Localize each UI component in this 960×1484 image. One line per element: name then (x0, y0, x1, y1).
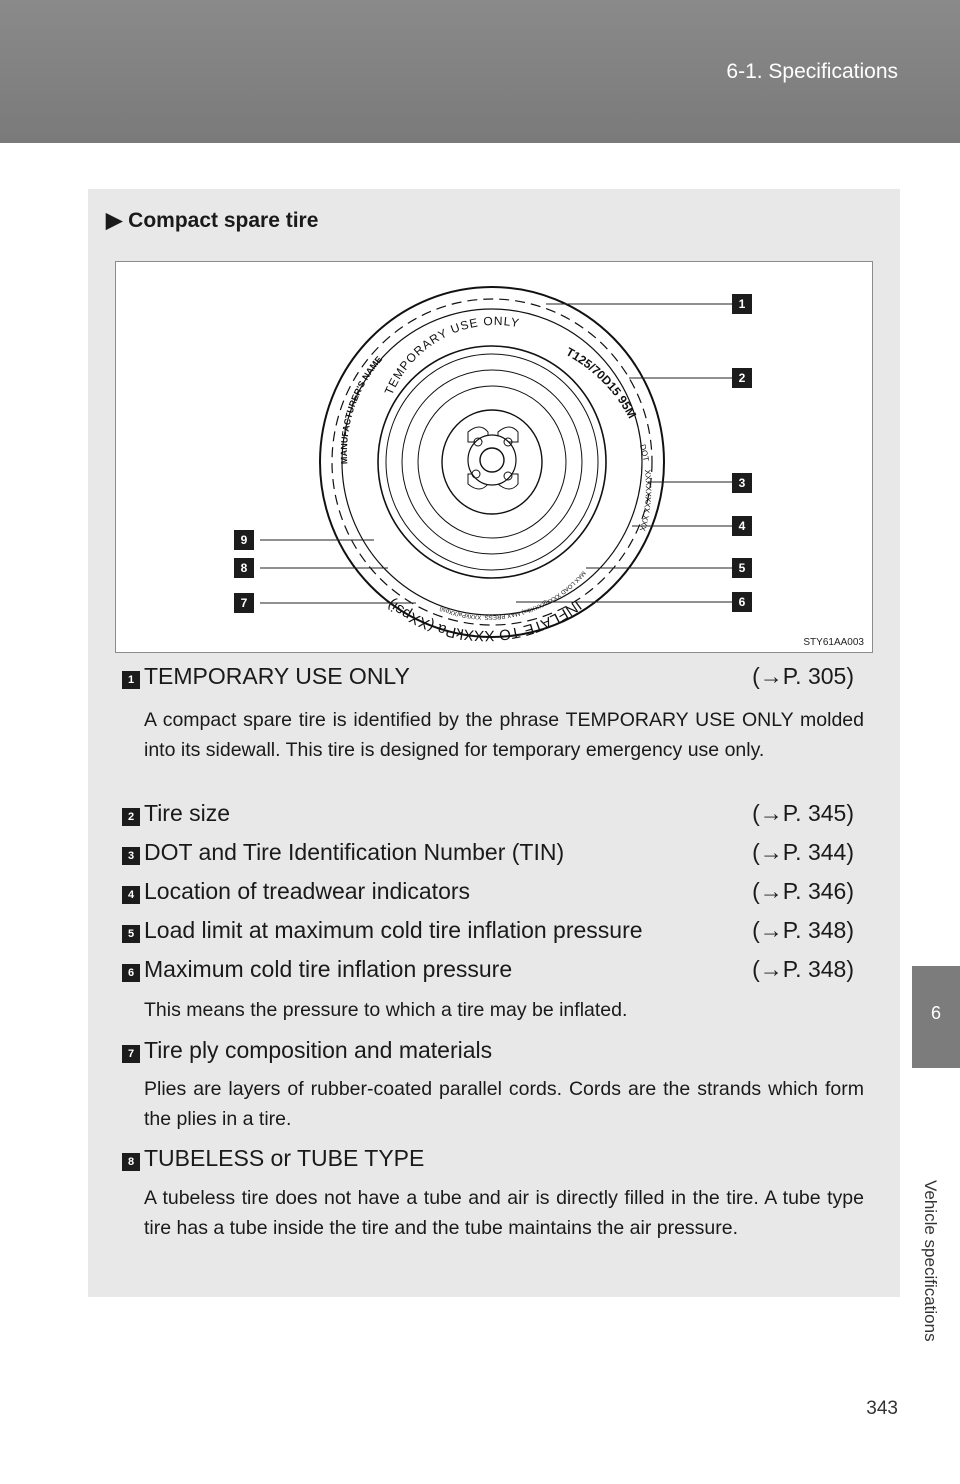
callout-5: 5 (732, 558, 752, 578)
item-description: A tubeless tire does not have a tube and air is directly filled in the tire. A tube type tire has a tube inside the tire and the tube maintains the air pressure. (144, 1187, 864, 1239)
item-number-badge: 2 (122, 808, 140, 826)
list-item-7 (122, 1037, 854, 1067)
item-description: This means the pressure to which a tire may be inflated. (144, 999, 628, 1021)
sidewall-text-dot: DOT (637, 443, 651, 463)
callout-2: 2 (732, 368, 752, 388)
page-reference-link[interactable]: (→P. 344) (752, 839, 854, 865)
item-description: A compact spare tire is identified by the phrase TEMPORARY USE ONLY molded into its sidewall. This tire is designed for temporary emergency use only. (144, 709, 864, 761)
item-label: Tire size (144, 800, 231, 826)
item-number-badge: 1 (122, 671, 140, 689)
item-label: Maximum cold tire inflation pressure (144, 956, 513, 982)
panel-title-text: Compact spare tire (128, 209, 319, 232)
list-item-3 (122, 839, 854, 869)
page-header (0, 0, 960, 143)
item-number-badge: 6 (122, 964, 140, 982)
item-label: Location of treadwear indicators (144, 878, 471, 904)
item-number-badge: 7 (122, 1045, 140, 1063)
page-number: 343 (866, 1398, 898, 1419)
sidewall-text-size: T125/70D15 95M (563, 344, 640, 421)
callout-7: 7 (234, 593, 254, 613)
callout-3: 3 (732, 473, 752, 493)
item-number-badge: 4 (122, 886, 140, 904)
item-label: DOT and Tire Identification Number (TIN) (144, 839, 565, 865)
sidewall-text-inflate: INFLATE TO XXXkPa (XXpsi) (384, 595, 585, 644)
callout-9: 9 (234, 530, 254, 550)
item-number-badge: 8 (122, 1153, 140, 1171)
item-number-badge: 5 (122, 925, 140, 943)
figure-code: STY61AA003 (803, 637, 864, 648)
sidewall-text-manufacturer: MANUFACTURER'S NAME (339, 354, 385, 465)
callout-6: 6 (732, 592, 752, 612)
item-label: TEMPORARY USE ONLY (144, 663, 410, 689)
callout-4: 4 (732, 516, 752, 536)
panel-title (106, 208, 318, 233)
arrow-icon: ▶ (106, 209, 123, 232)
sidewall-text-temporary: TEMPORARY USE ONLY (381, 313, 521, 397)
callout-8: 8 (234, 558, 254, 578)
list-item-1 (122, 663, 854, 693)
page-reference-link[interactable]: (→P. 348) (752, 917, 854, 943)
list-item-6 (122, 956, 854, 986)
chapter-number: 6 (930, 1003, 941, 1023)
sidewall-text-load: MAX LOAD XXXkg(XXXlbs) MAX PRESS. XXXkPa(XXpsi) (438, 569, 587, 620)
item-label: Tire ply composition and materials (144, 1037, 493, 1063)
list-item-4 (122, 878, 854, 908)
list-item-8 (122, 1145, 854, 1175)
item-label: Load limit at maximum cold tire inflation pressure (144, 917, 643, 943)
center-bore (480, 448, 504, 472)
page-reference-link[interactable]: (→P. 305) (752, 663, 854, 689)
page-reference-link[interactable]: (→P. 348) (752, 956, 854, 982)
page-reference-link[interactable]: (→P. 346) (752, 878, 854, 904)
list-item-2 (122, 800, 854, 830)
tire-figure (115, 261, 873, 653)
item-label: TUBELESS or TUBE TYPE (144, 1145, 425, 1171)
list-item-5 (122, 917, 854, 947)
item-description: Plies are layers of rubber-coated parallel cords. Cords are the strands which form the plies in a tire. (144, 1078, 864, 1130)
sidewall-text-dot-code: XXXXXXXX XXX (637, 469, 653, 533)
item-number-badge: 3 (122, 847, 140, 865)
tire-illustration (116, 262, 872, 652)
callout-1: 1 (732, 294, 752, 314)
page-reference-link[interactable]: (→P. 345) (752, 800, 854, 826)
section-title: 6-1. Specifications (726, 60, 898, 83)
